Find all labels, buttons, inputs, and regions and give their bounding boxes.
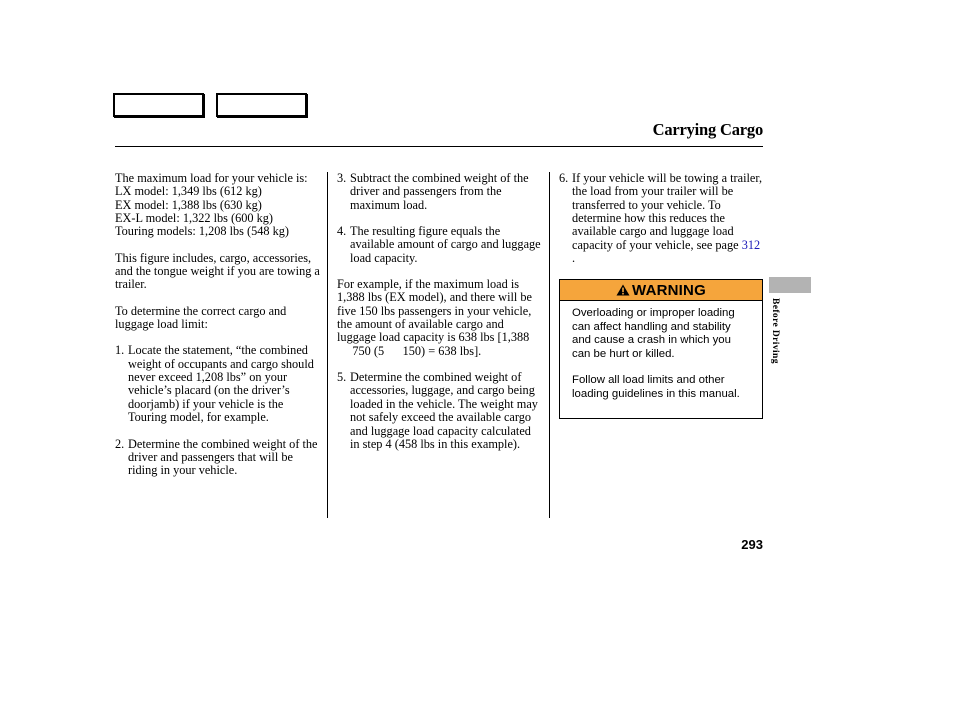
warning-text: Overloading or improper loading can affect handling and stability and cause a crash in which you can be hurt or killed. [572,307,735,360]
page-title: Carrying Cargo [652,120,763,139]
section-label: Before Driving [770,298,780,364]
column-1 [115,172,320,491]
page-link[interactable]: 312 [741,237,761,252]
warning-box [559,279,763,419]
paragraph: This figure includes, cargo, accessories, and the tongue weight if you are towing a trailer. [115,250,320,292]
step-1: 1. Locate the statement, “the combined weight of occupants and cargo should never exceed 1,208 lbs” on your vehicle’s placard (on the driver’s doorjamb) if your vehicle is the Touring model, for example. [115,343,314,425]
column-divider [549,172,550,518]
title-rule [115,146,763,147]
warning-body [560,301,762,401]
nav-box-next[interactable] [216,93,307,117]
warning-label: WARNING [632,281,706,299]
model-lx: LX model: 1,349 lbs (612 kg) [115,184,262,199]
step-5: 5. Determine the combined weight of accessories, luggage, and cargo being loaded in the vehicle. The weight may not safely exceed the available cargo and luggage load capacity calculated in step 4 (458 lbs in this example). [337,370,538,451]
section-tab [769,277,811,293]
warning-header [560,280,762,301]
column-2 [337,172,542,464]
column-divider [327,172,328,518]
warning-triangle-icon [616,284,630,296]
warning-text: Follow all load limits and other loading guidelines in this manual. [572,374,740,400]
model-ex: EX model: 1,388 lbs (630 kg) [115,197,262,212]
column-3 [559,172,764,278]
example-paragraph: For example, if the maximum load is 1,388 lbs (EX model), and there will be five 150 lbs passengers in your vehicle, the amount of available cargo and luggage load capacity is 638 lbs [1,388 750 (5 150) = 638 lbs]. [337,277,532,358]
intro-text: The maximum load for your vehicle is: LX model: 1,349 lbs (612 kg) EX model: 1,388 lbs (630 kg) EX-L model: 1,322 lbs (600 kg) Touring models: 1,208 lbs (548 kg) [115,171,308,239]
step-3: 3. Subtract the combined weight of the driver and passengers from the maximum load. [337,171,529,212]
nav-box-previous[interactable] [113,93,204,117]
step-4: 4. The resulting figure equals the available amount of cargo and luggage load capacity. [337,224,541,265]
page-number: 293 [741,537,763,552]
step-2: 2. Determine the combined weight of the driver and passengers that will be riding in your vehicle. [115,436,318,478]
step-6: 6. If your vehicle will be towing a trailer, the load from your trailer will be transferred to your vehicle. To determine how this reduces the available cargo and luggage load capacity of your vehicle, see page 312 . [559,171,763,266]
model-touring: Touring models: 1,208 lbs (548 kg) [115,224,290,239]
model-exl: EX-L model: 1,322 lbs (600 kg) [115,211,274,226]
paragraph: To determine the correct cargo and luggage load limit: [115,303,287,332]
